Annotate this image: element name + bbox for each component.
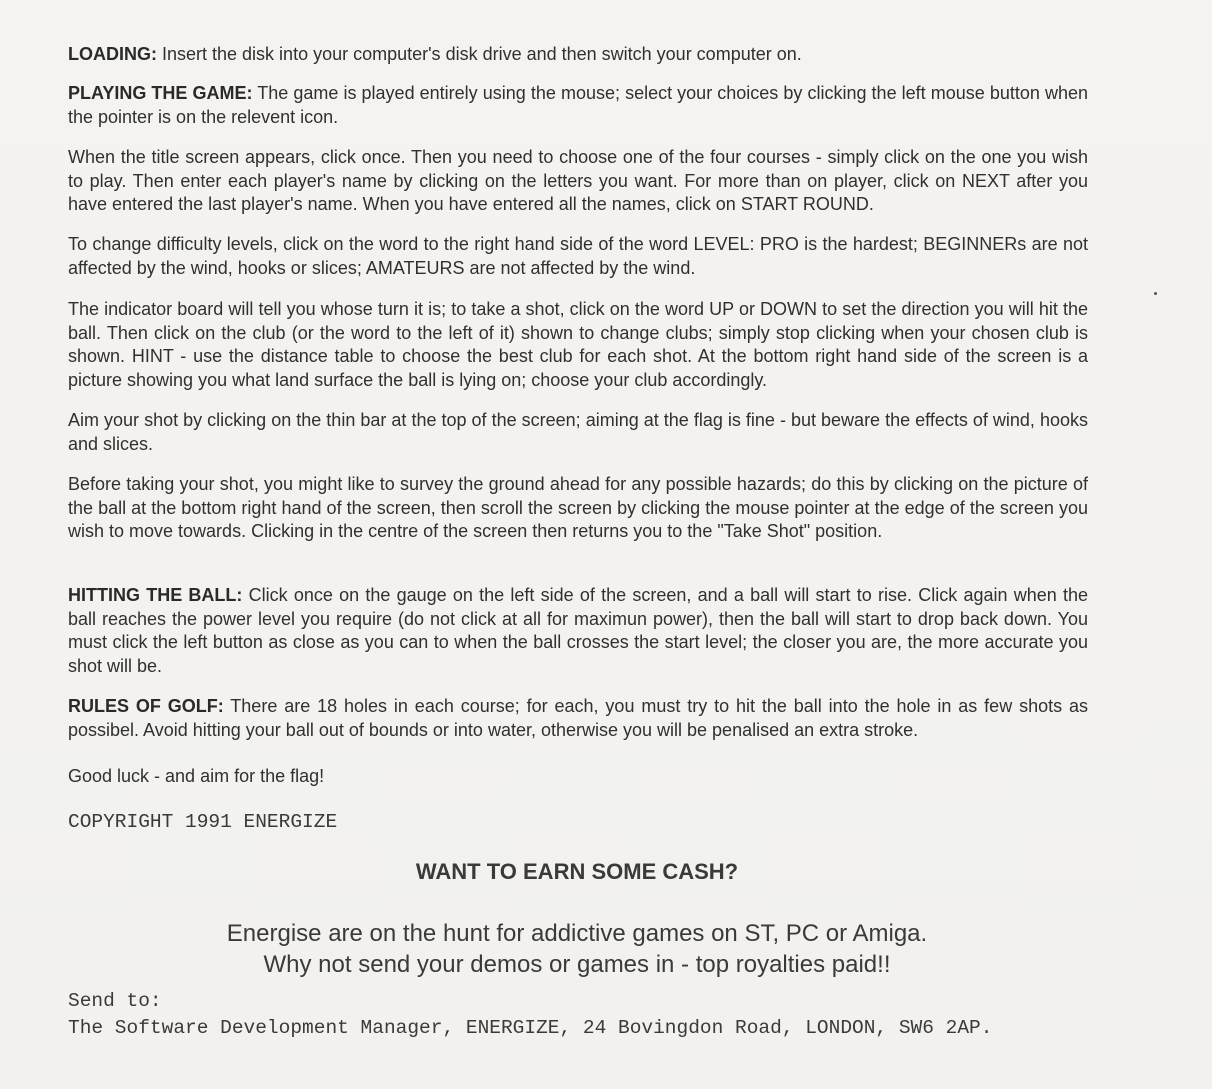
indicator-paragraph: The indicator board will tell you whose turn it is; to take a shot, click on the word UP or DOWN to set the direction you will hit the ball. Then click on the club (or the word to the left of it) shown to change clubs; simply stop clicking when your chosen club is shown. HINT - use the distance table to choose the best club for each shot. At the bottom right hand side of the screen is a picture showing you what land surface the ball is lying on; choose your club accordingly. bbox=[68, 299, 1088, 390]
playing-text: The game is played entirely using the mouse; select your choices by clicking the left mouse button when the pointer is on the relevent icon. bbox=[68, 83, 1088, 127]
aim-paragraph: Aim your shot by clicking on the thin bar at the top of the screen; aiming at the flag is fine - but beware the effects of wind, hooks and slices. bbox=[68, 410, 1088, 454]
hitting-paragraph bbox=[68, 584, 1088, 678]
difficulty-paragraph: To change difficulty levels, click on the word to the right hand side of the word LEVEL: PRO is the hardest; BEGINNERs are not affected by the wind, hooks or slices; AMATEURS are not affected by the wind. bbox=[68, 234, 1088, 278]
send-to-label: Send to: bbox=[68, 990, 162, 1012]
playing-label: PLAYING THE GAME: bbox=[68, 83, 253, 103]
send-to-address: The Software Development Manager, ENERGIZE, 24 Bovingdon Road, LONDON, SW6 2AP. bbox=[68, 1017, 993, 1039]
promo-line-2: Why not send your demos or games in - top royalties paid!! bbox=[263, 951, 891, 978]
copyright-line: COPYRIGHT 1991 ENERGIZE bbox=[68, 811, 338, 833]
hitting-text: Click once on the gauge on the left side of the screen, and a ball will start to rise. Click again when the ball reaches the power level you require (do not click at all for maximun power), then the ball will start to drop back down. You must click the left button as close as you can to when the ball crosses the start level; the closer you are, the more accurate you shot will be. bbox=[68, 585, 1088, 676]
title-screen-paragraph: When the title screen appears, click once. Then you need to choose one of the four courses - simply click on the one you wish to play. Then enter each player's name by clicking on the letters you want. For more than on player, click on NEXT after you have entered the last player's name. When you have entered all the names, click on START ROUND. bbox=[68, 147, 1088, 214]
hitting-label: HITTING THE BALL: bbox=[68, 585, 243, 605]
rules-text: There are 18 holes in each course; for each, you must try to hit the ball into the hole in as few shots as possibel. Avoid hitting your ball out of bounds or into water, otherwise you will be penalised an extra stroke. bbox=[68, 696, 1088, 740]
rules-label: RULES OF GOLF: bbox=[68, 696, 224, 716]
promo-heading: WANT TO EARN SOME CASH? bbox=[415, 859, 739, 884]
loading-paragraph bbox=[68, 43, 1088, 67]
good-luck-line: Good luck - and aim for the flag! bbox=[68, 766, 325, 786]
loading-text: Insert the disk into your computer's disk drive and then switch your computer on. bbox=[157, 44, 802, 64]
paper-speck bbox=[1154, 292, 1157, 295]
survey-paragraph: Before taking your shot, you might like to survey the ground ahead for any possible hazards; do this by clicking on the picture of the ball at the bottom right hand of the screen, then scroll the screen by clicking the mouse pointer at the edge of the screen you wish to move towards. Clicking in the centre of the screen then returns you to the "Take Shot" position. bbox=[68, 474, 1088, 541]
rules-paragraph bbox=[68, 695, 1088, 742]
promo-line-1: Energise are on the hunt for addictive games on ST, PC or Amiga. bbox=[226, 920, 928, 947]
playing-paragraph bbox=[68, 82, 1088, 129]
loading-label: LOADING: bbox=[68, 44, 157, 64]
